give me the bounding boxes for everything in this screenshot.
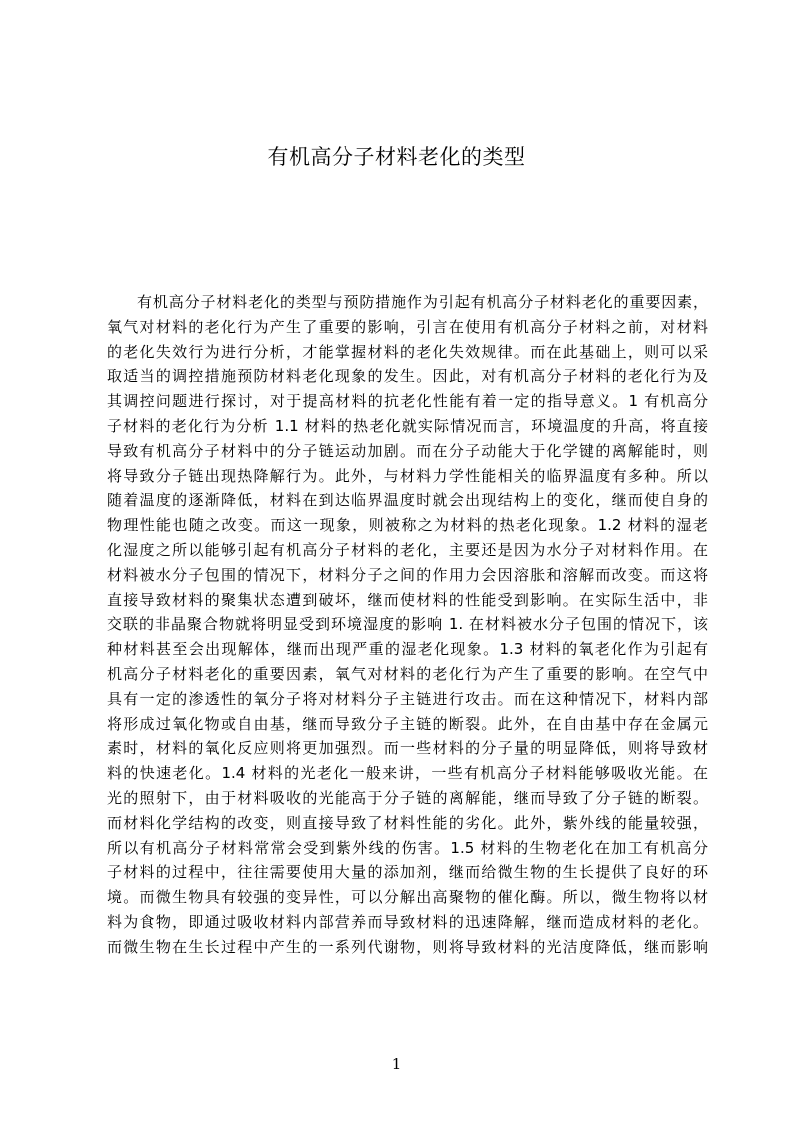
page-number: 1 [391, 1055, 402, 1073]
body-line: 而微生物在生长过程中产生的一系列代谢物，则将导致材料的光洁度降低，继而影响 [107, 937, 708, 956]
body-line: 其调控问题进行探讨，对于提高材料的抗老化性能有着一定的指导意义。1 有机高分 [107, 392, 708, 411]
document-body [107, 290, 708, 960]
body-line: 氧气对材料的老化行为产生了重要的影响，引言在使用有机高分子材料之前，对材料 [107, 317, 708, 336]
body-line: 子材料的老化行为分析 1.1 材料的热老化就实际情况而言，环境温度的升高，将直接 [107, 416, 708, 435]
body-line: 料为食物，即通过吸收材料内部营养而导致材料的迅速降解，继而造成材料的老化。 [107, 912, 708, 931]
body-line: 交联的非晶聚合物就将明显受到环境湿度的影响 1. 在材料被水分子包围的情况下，该 [107, 615, 708, 634]
body-line: 的老化失效行为进行分析，才能掌握材料的老化失效规律。而在此基础上，则可以采 [107, 342, 708, 361]
document-title: 有机高分子材料老化的类型 [267, 145, 526, 169]
body-line: 有机高分子材料老化的类型与预防措施作为引起有机高分子材料老化的重要因素， [137, 293, 708, 311]
body-line: 材料被水分子包围的情况下，材料分子之间的作用力会因溶胀和溶解而改变。而这将 [107, 565, 708, 584]
body-line: 直接导致材料的聚集状态遭到破坏，继而使材料的性能受到影响。在实际生活中，非 [107, 590, 708, 609]
body-line: 将形成过氧化物或自由基，继而导致分子主链的断裂。此外，在自由基中存在金属元 [107, 714, 708, 733]
body-line: 所以有机高分子材料常常会受到紫外线的伤害。1.5 材料的生物老化在加工有机高分 [107, 838, 708, 857]
body-line: 化湿度之所以能够引起有机高分子材料的老化，主要还是因为水分子对材料作用。在 [107, 540, 708, 559]
body-line: 境。而微生物具有较强的变异性，可以分解出高聚物的催化酶。所以，微生物将以材 [107, 888, 708, 907]
body-line: 取适当的调控措施预防材料老化现象的发生。因此，对有机高分子材料的老化行为及 [107, 367, 708, 386]
body-line: 料的快速老化。1.4 材料的光老化一般来讲，一些有机高分子材料能够吸收光能。在 [107, 764, 708, 783]
body-line: 而材料化学结构的改变，则直接导致了材料性能的劣化。此外，紫外线的能量较强， [107, 813, 708, 832]
body-line: 子材料的过程中，往往需要使用大量的添加剂，继而给微生物的生长提供了良好的环 [107, 863, 708, 882]
body-line: 将导致分子链出现热降解行为。此外，与材料力学性能相关的临界温度有多种。所以 [107, 466, 708, 485]
body-line: 素时，材料的氧化反应则将更加强烈。而一些材料的分子量的明显降低，则将导致材 [107, 739, 708, 758]
body-line: 具有一定的渗透性的氧分子将对材料分子主链进行攻击。而在这种情况下，材料内部 [107, 689, 708, 708]
body-line: 种材料甚至会出现解体，继而出现严重的湿老化现象。1.3 材料的氧老化作为引起有 [107, 640, 708, 659]
body-line: 导致有机高分子材料中的分子链运动加剧。而在分子动能大于化学键的离解能时，则 [107, 441, 708, 460]
body-line: 随着温度的逐渐降低，材料在到达临界温度时就会出现结构上的变化，继而使自身的 [107, 491, 708, 510]
body-line: 物理性能也随之改变。而这一现象，则被称之为材料的热老化现象。1.2 材料的湿老 [107, 516, 708, 535]
body-line: 光的照射下，由于材料吸收的光能高于分子链的离解能，继而导致了分子链的断裂。 [107, 788, 708, 807]
body-line: 机高分子材料老化的重要因素，氧气对材料的老化行为产生了重要的影响。在空气中 [107, 664, 708, 683]
